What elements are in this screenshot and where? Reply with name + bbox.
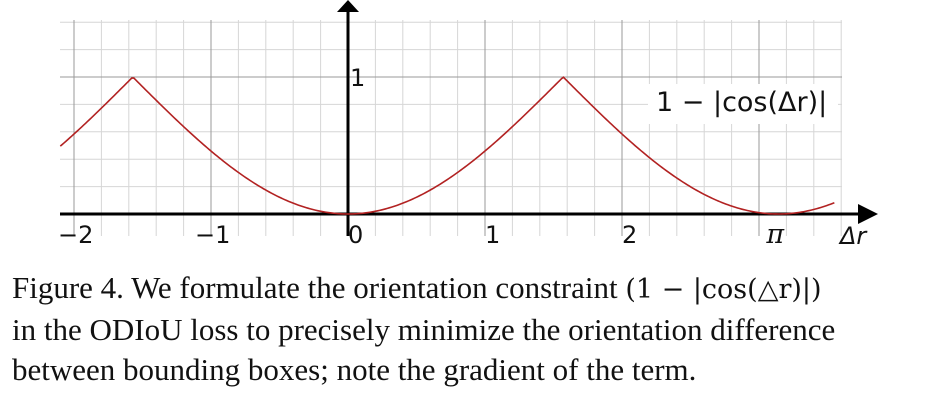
x-tick-label: −1 [195,221,231,249]
x-tick-label: π [766,219,785,250]
x-tick-labels [58,219,785,250]
y-tick-labels [350,64,365,92]
x-tick-label: 2 [622,221,638,249]
x-tick-label: 0 [348,221,364,249]
x-tick-label: −2 [58,221,94,249]
caption-prefix: Figure 4. We formulate the orientation constraint [12,270,626,305]
caption-suffix: in the ODIoU loss to precisely minimize the orientation difference between bounding boxes; note the gradient of the term. [12,312,836,387]
legend-label: 1 − |cos(Δr)| [656,87,828,118]
caption-math: (1 − |cos(△r)|) [625,274,822,305]
y-tick-label: 1 [350,64,366,92]
x-axis-arrow [858,204,878,224]
x-axis-label: Δr [840,222,867,250]
x-tick-label: 1 [485,221,501,249]
y-axis-arrow [337,0,359,12]
figure-caption [12,268,937,390]
